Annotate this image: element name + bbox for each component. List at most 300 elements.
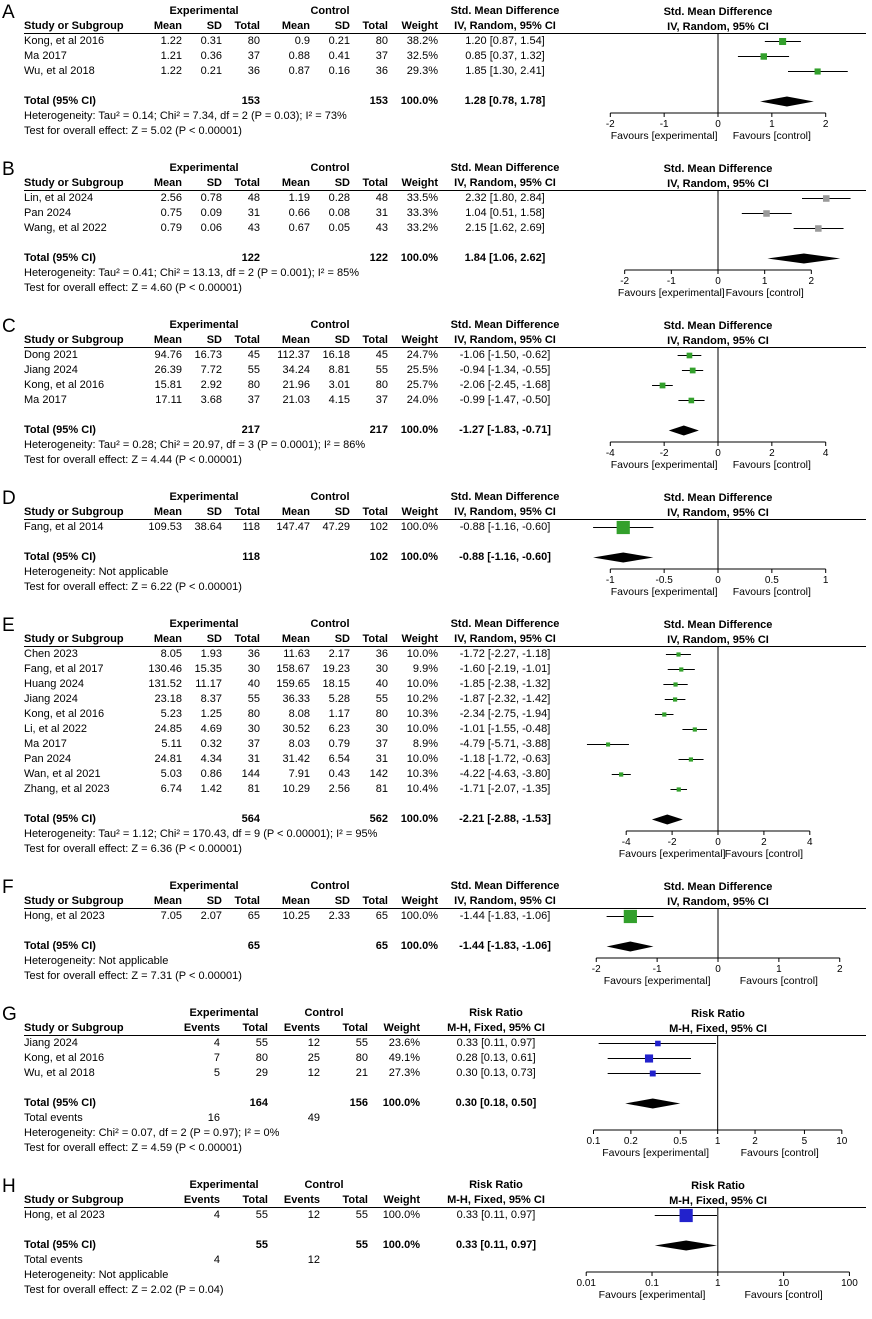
plot-method-header: IV, Random, 95% CI <box>667 896 769 908</box>
column-header: SD <box>206 177 222 189</box>
total-value: 164 <box>249 1097 268 1109</box>
total-value <box>142 251 188 266</box>
study-value: 6.54 <box>328 753 350 765</box>
study-name: Wu, et al 2018 <box>24 1067 95 1079</box>
group-header-spacer <box>24 1006 174 1021</box>
study-ci-text: -1.01 [-1.55, -0.48] <box>459 723 551 735</box>
study-value: 38.64 <box>194 521 222 533</box>
study-value: 24.0% <box>406 394 438 406</box>
axis-tick-label: 2 <box>752 1136 758 1147</box>
column-header: Study or Subgroup <box>24 506 124 518</box>
axis-tick-label: 4 <box>807 837 813 848</box>
pooled-diamond <box>669 426 699 436</box>
total-events-label: Total events <box>24 1112 83 1124</box>
study-value: 5.23 <box>160 708 182 720</box>
total-events-experimental: 4 <box>213 1254 220 1266</box>
study-value: 0.08 <box>328 207 350 219</box>
total-label: Total (95% CI) <box>24 551 96 563</box>
column-header: Mean <box>153 20 182 32</box>
study-value: 65 <box>375 910 388 922</box>
panel-content-G <box>24 1006 872 1162</box>
effect-square <box>660 383 666 389</box>
heterogeneity-text: Heterogeneity: Not applicable <box>24 955 169 967</box>
column-header: Total <box>234 506 260 518</box>
axis-tick-label: 2 <box>836 964 843 975</box>
study-value: 0.66 <box>288 207 310 219</box>
study-value: 80 <box>247 379 260 391</box>
study-name: Fang, et al 2014 <box>24 521 104 533</box>
study-value: 2.33 <box>328 910 350 922</box>
group-header-spacer <box>394 318 444 333</box>
study-value: 0.09 <box>200 207 222 219</box>
study-value: 8.37 <box>200 693 222 705</box>
forest-plot-B <box>570 161 866 302</box>
study-ci-text: -1.06 [-1.50, -0.62] <box>459 349 551 361</box>
total-events-spacer <box>226 1253 274 1268</box>
total-value <box>188 94 228 109</box>
panel-content-E <box>24 617 872 863</box>
axis-tick-label: 0.5 <box>764 575 779 586</box>
column-header: SD <box>334 633 350 645</box>
effect-square <box>662 712 666 716</box>
pooled-diamond <box>652 815 683 825</box>
axis-tick-label: 0.1 <box>645 1278 659 1289</box>
heterogeneity-text: Heterogeneity: Tau² = 0.14; Chi² = 7.34, df = 2 (P = 0.03); I² = 73% <box>24 110 347 122</box>
overall-test-text: Test for overall effect: Z = 6.36 (P < 0.00001) <box>24 843 242 855</box>
overall-test-text: Test for overall effect: Z = 2.02 (P = 0.04) <box>24 1284 224 1296</box>
total-value: 65 <box>375 940 388 952</box>
total-value: 122 <box>369 252 388 264</box>
study-value: 11.17 <box>195 678 222 690</box>
total-value: 100.0% <box>400 813 438 825</box>
effect-measure-header: Std. Mean Difference <box>450 162 560 174</box>
total-value <box>266 939 316 954</box>
effect-square <box>650 1071 656 1077</box>
overall-test-text: Test for overall effect: Z = 6.22 (P < 0.00001) <box>24 581 242 593</box>
total-value: 118 <box>242 551 260 563</box>
axis-tick-label: -2 <box>591 964 601 975</box>
axis-tick-label: -2 <box>659 448 669 459</box>
axis-tick-label: 0 <box>715 448 721 459</box>
plot-effect-header: Std. Mean Difference <box>663 492 773 504</box>
study-ci-text: 0.85 [0.37, 1.32] <box>465 50 545 62</box>
study-value: 10.4% <box>406 783 438 795</box>
column-header: SD <box>334 334 350 346</box>
panel-letter-H: H <box>2 1176 16 1197</box>
study-value: 0.43 <box>328 768 350 780</box>
group-header-spacer <box>24 490 142 505</box>
study-value: 23.18 <box>154 693 182 705</box>
total-value <box>142 550 188 565</box>
total-value: 217 <box>241 424 260 436</box>
study-value: 16.18 <box>322 349 350 361</box>
total-value: 153 <box>369 95 388 107</box>
column-header: SD <box>334 20 350 32</box>
plot-method-header: IV, Random, 95% CI <box>667 634 769 646</box>
column-header: Total <box>234 177 260 189</box>
forest-plot-F <box>570 879 866 990</box>
study-value: 48 <box>247 192 260 204</box>
study-ci-text: 1.20 [0.87, 1.54] <box>465 35 545 47</box>
study-value: 10.25 <box>282 910 310 922</box>
axis-tick-label: 2 <box>822 119 829 130</box>
study-value: 36 <box>375 648 388 660</box>
study-value: 27.3% <box>388 1067 420 1079</box>
study-value: 48 <box>375 192 388 204</box>
effect-square <box>673 682 677 686</box>
study-value: 40 <box>375 678 388 690</box>
study-value: 6.74 <box>160 783 182 795</box>
study-name: Fang, et al 2017 <box>24 663 104 675</box>
study-value: 37 <box>375 394 388 406</box>
total-label: Total (95% CI) <box>24 252 96 264</box>
heterogeneity-text: Heterogeneity: Not applicable <box>24 566 169 578</box>
total-value <box>142 94 188 109</box>
forest-panel-B <box>2 161 872 302</box>
study-value: 55 <box>355 1209 368 1221</box>
study-name: Ma 2017 <box>24 50 67 62</box>
forest-panel-G <box>2 1006 872 1162</box>
total-value: 564 <box>241 813 260 825</box>
axis-tick-label: -2 <box>667 837 677 848</box>
group-header-spacer <box>24 161 142 176</box>
study-value: 0.16 <box>328 65 350 77</box>
effect-square <box>763 210 770 217</box>
effect-measure-header: Std. Mean Difference <box>450 880 560 892</box>
total-value <box>188 939 228 954</box>
forest-panel-D <box>2 490 872 601</box>
total-value <box>142 423 188 438</box>
column-header: Mean <box>153 177 182 189</box>
study-value: 4 <box>213 1209 220 1221</box>
column-header: SD <box>206 895 222 907</box>
study-value: 1.17 <box>328 708 350 720</box>
panel-content-H <box>24 1178 872 1304</box>
study-value: 147.47 <box>276 521 310 533</box>
panel-letter-E: E <box>2 615 15 636</box>
forest-panel-E <box>2 617 872 863</box>
study-value: 158.67 <box>276 663 310 675</box>
overall-test-text: Test for overall effect: Z = 7.31 (P < 0.00001) <box>24 970 242 982</box>
column-header: Study or Subgroup <box>24 20 124 32</box>
total-ci-text: -1.27 [-1.83, -0.71] <box>459 424 551 436</box>
study-value: 0.36 <box>200 50 222 62</box>
study-value: 0.28 <box>328 192 350 204</box>
axis-tick-label: 1 <box>715 1278 721 1289</box>
favours-right-label: Favours [control] <box>740 1147 819 1159</box>
study-ci-text: -1.60 [-2.19, -1.01] <box>459 663 551 675</box>
total-label: Total (95% CI) <box>24 95 96 107</box>
study-name: Kong, et al 2016 <box>24 708 105 720</box>
study-value: 8.03 <box>288 738 310 750</box>
forest-panel-A <box>2 4 872 145</box>
study-name: Dong 2021 <box>24 349 78 361</box>
study-value: 1.22 <box>160 65 182 77</box>
total-value <box>316 423 356 438</box>
column-header: Total <box>362 334 388 346</box>
forest-plot-D <box>570 490 866 601</box>
study-value: 8.08 <box>288 708 310 720</box>
favours-right-label: Favours [control] <box>732 130 811 142</box>
column-header: Weight <box>401 177 438 189</box>
study-value: 33.5% <box>406 192 438 204</box>
total-value <box>266 251 316 266</box>
column-header: Events <box>283 1194 320 1206</box>
column-header: SD <box>334 506 350 518</box>
study-value: 38.2% <box>406 35 438 47</box>
study-value: 0.67 <box>288 222 310 234</box>
control-group-header: Control <box>310 491 350 503</box>
axis-tick-label: 1 <box>776 964 782 975</box>
plot-effect-header: Std. Mean Difference <box>663 163 773 175</box>
study-value: 24.7% <box>406 349 438 361</box>
study-value: 30 <box>247 723 260 735</box>
study-value: 30 <box>375 663 388 675</box>
axis-tick-label: 0 <box>715 964 721 975</box>
axis-tick-label: 10 <box>778 1278 790 1289</box>
plot-effect-header: Risk Ratio <box>691 1008 745 1020</box>
axis-tick-label: 0.2 <box>623 1136 638 1147</box>
study-value: 5.28 <box>328 693 350 705</box>
effect-measure-header: Std. Mean Difference <box>450 618 560 630</box>
control-group-header: Control <box>310 319 350 331</box>
study-value: 7 <box>213 1052 220 1064</box>
study-ci-text: 0.30 [0.13, 0.73] <box>456 1067 536 1079</box>
overall-test-text: Test for overall effect: Z = 4.59 (P < 0.00001) <box>24 1142 242 1154</box>
total-value: 102 <box>369 551 388 563</box>
study-value: 0.79 <box>328 738 350 750</box>
study-value: 3.01 <box>328 379 350 391</box>
experimental-group-header: Experimental <box>169 880 239 892</box>
total-value <box>274 1238 326 1253</box>
study-value: 0.75 <box>160 207 182 219</box>
plot-effect-header: Std. Mean Difference <box>663 881 773 893</box>
group-header-spacer <box>24 617 142 632</box>
study-value: 2.92 <box>200 379 222 391</box>
panel-content-D <box>24 490 872 601</box>
column-header: Total <box>362 177 388 189</box>
study-ci-text: -1.18 [-1.72, -0.63] <box>459 753 551 765</box>
study-value: 0.21 <box>200 65 222 77</box>
effect-square <box>676 652 680 656</box>
axis-tick-label: 1 <box>714 1136 721 1147</box>
pooled-diamond <box>593 553 653 563</box>
effect-square <box>815 68 821 74</box>
effect-measure-header: Risk Ratio <box>469 1179 523 1191</box>
experimental-group-header: Experimental <box>189 1179 259 1191</box>
plot-effect-header: Risk Ratio <box>691 1180 745 1192</box>
favours-left-label: Favours [experimental] <box>610 586 718 598</box>
control-group-header: Control <box>304 1179 344 1191</box>
axis-tick-label: -1 <box>652 964 662 975</box>
column-header: Weight <box>401 334 438 346</box>
study-value: 81 <box>375 783 388 795</box>
study-value: 100.0% <box>382 1209 420 1221</box>
forest-plot-C <box>570 318 866 474</box>
total-value <box>142 812 188 827</box>
study-value: 4.34 <box>200 753 222 765</box>
effect-square <box>655 1041 661 1047</box>
experimental-group-header: Experimental <box>189 1007 259 1019</box>
forest-panel-C <box>2 318 872 474</box>
column-header: IV, Random, 95% CI <box>454 177 556 189</box>
column-header: SD <box>334 895 350 907</box>
study-ci-text: -4.22 [-4.63, -3.80] <box>459 768 551 780</box>
column-header: Events <box>183 1022 220 1034</box>
study-value: 55 <box>247 364 260 376</box>
study-value: 8.9% <box>412 738 438 750</box>
axis-tick-label: 4 <box>822 448 829 459</box>
study-value: 4.69 <box>200 723 222 735</box>
study-value: 24.85 <box>154 723 182 735</box>
effect-square <box>617 521 630 534</box>
study-value: 55 <box>375 364 388 376</box>
study-value: 37 <box>375 738 388 750</box>
study-name: Jiang 2024 <box>24 693 78 705</box>
study-name: Huang 2024 <box>24 678 84 690</box>
study-value: 30 <box>247 663 260 675</box>
effect-square <box>689 398 695 404</box>
total-value: 562 <box>369 813 388 825</box>
study-name: Hong, et al 2023 <box>24 910 105 922</box>
axis-tick-label: -4 <box>621 837 631 848</box>
column-header: Mean <box>281 334 310 346</box>
study-value: 37 <box>247 738 260 750</box>
study-value: 6.23 <box>328 723 350 735</box>
favours-left-label: Favours [experimental] <box>603 975 711 987</box>
column-header: Mean <box>153 895 182 907</box>
column-header: Weight <box>383 1194 420 1206</box>
total-ci-text: 0.33 [0.11, 0.97] <box>455 1239 537 1251</box>
study-value: 1.93 <box>200 648 222 660</box>
column-header: Study or Subgroup <box>24 1194 124 1206</box>
panel-content-A <box>24 4 872 145</box>
study-value: 21.03 <box>282 394 310 406</box>
favours-left-label: Favours [experimental] <box>598 1289 706 1301</box>
experimental-group-header: Experimental <box>169 319 239 331</box>
study-ci-text: 0.28 [0.13, 0.61] <box>456 1052 536 1064</box>
study-value: 7.72 <box>200 364 222 376</box>
group-header-spacer <box>24 318 142 333</box>
study-value: 10.3% <box>406 768 438 780</box>
column-header: Weight <box>401 895 438 907</box>
effect-measure-header: Std. Mean Difference <box>450 5 560 17</box>
column-header: Mean <box>281 177 310 189</box>
column-header: SD <box>206 334 222 346</box>
total-events-control: 12 <box>307 1254 320 1266</box>
column-header: Total <box>242 1022 268 1034</box>
study-name: Zhang, et al 2023 <box>24 783 110 795</box>
overall-test-text: Test for overall effect: Z = 5.02 (P < 0.00001) <box>24 125 242 137</box>
study-value: 17.11 <box>155 394 182 406</box>
effect-square <box>606 742 610 746</box>
study-value: 10.0% <box>406 753 438 765</box>
axis-tick-label: 0 <box>715 575 721 586</box>
study-ci-text: -4.79 [-5.71, -3.88] <box>459 738 551 750</box>
study-value: 25 <box>307 1052 320 1064</box>
total-events-control: 49 <box>307 1112 320 1124</box>
study-value: 5.11 <box>161 738 182 750</box>
favours-left-label: Favours [experimental] <box>610 459 718 471</box>
study-value: 31 <box>247 207 260 219</box>
experimental-group-header: Experimental <box>169 162 239 174</box>
study-value: 0.06 <box>200 222 222 234</box>
total-ci-text: -0.88 [-1.16, -0.60] <box>459 551 551 563</box>
column-header: IV, Random, 95% CI <box>454 506 556 518</box>
study-value: 8.05 <box>160 648 182 660</box>
study-value: 31 <box>375 753 388 765</box>
study-ci-text: -0.99 [-1.47, -0.50] <box>459 394 551 406</box>
axis-tick-label: 2 <box>761 837 767 848</box>
study-ci-text: 1.85 [1.30, 2.41] <box>465 65 545 77</box>
pooled-diamond <box>655 1241 717 1251</box>
effect-square <box>624 910 637 923</box>
group-header-spacer <box>394 879 444 894</box>
total-value: 100.0% <box>400 551 438 563</box>
total-value <box>316 939 356 954</box>
total-value <box>188 423 228 438</box>
study-name: Jiang 2024 <box>24 1037 78 1049</box>
axis-tick-label: -4 <box>605 448 615 459</box>
study-value: 12 <box>307 1067 320 1079</box>
total-ci-text: -2.21 [-2.88, -1.53] <box>459 813 551 825</box>
effect-square <box>761 53 767 59</box>
plot-effect-header: Std. Mean Difference <box>663 320 773 332</box>
study-value: 37 <box>375 50 388 62</box>
study-value: 16.73 <box>194 349 222 361</box>
study-value: 31 <box>375 207 388 219</box>
study-value: 8.81 <box>328 364 350 376</box>
column-header: Total <box>362 506 388 518</box>
heterogeneity-text: Heterogeneity: Tau² = 1.12; Chi² = 170.43, df = 9 (P < 0.00001); I² = 95% <box>24 828 378 840</box>
total-ci-text: 1.84 [1.06, 2.62] <box>464 252 546 264</box>
study-value: 0.87 <box>288 65 310 77</box>
study-name: Ma 2017 <box>24 394 67 406</box>
study-value: 33.3% <box>406 207 438 219</box>
total-value <box>266 423 316 438</box>
study-value: 36 <box>375 65 388 77</box>
axis-tick-label: -1 <box>605 575 615 586</box>
study-ci-text: 2.32 [1.80, 2.84] <box>465 192 545 204</box>
total-value: 122 <box>241 252 260 264</box>
study-value: 2.17 <box>328 648 350 660</box>
study-ci-text: -0.94 [-1.34, -0.55] <box>459 364 551 376</box>
effect-square <box>679 667 683 671</box>
study-value: 10.0% <box>406 678 438 690</box>
control-group-header: Control <box>304 1007 344 1019</box>
total-value: 100.0% <box>382 1239 420 1251</box>
total-value: 217 <box>369 424 388 436</box>
column-header: Total <box>362 633 388 645</box>
column-header: Study or Subgroup <box>24 633 124 645</box>
effect-square <box>690 368 696 374</box>
study-value: 10.0% <box>406 648 438 660</box>
plot-method-header: IV, Random, 95% CI <box>667 507 769 519</box>
study-value: 0.05 <box>328 222 350 234</box>
study-value: 15.81 <box>154 379 182 391</box>
study-value: 0.9 <box>294 35 310 47</box>
effect-square <box>645 1054 653 1062</box>
study-value: 112.37 <box>277 349 310 361</box>
group-header-spacer <box>394 617 444 632</box>
total-value: 156 <box>349 1097 368 1109</box>
pooled-diamond <box>607 942 654 952</box>
axis-tick-label: 2 <box>808 276 815 287</box>
forest-plot-A <box>570 4 866 145</box>
favours-left-label: Favours [experimental] <box>602 1147 709 1159</box>
favours-left-label: Favours [experimental] <box>617 287 725 299</box>
column-header: Events <box>183 1194 220 1206</box>
